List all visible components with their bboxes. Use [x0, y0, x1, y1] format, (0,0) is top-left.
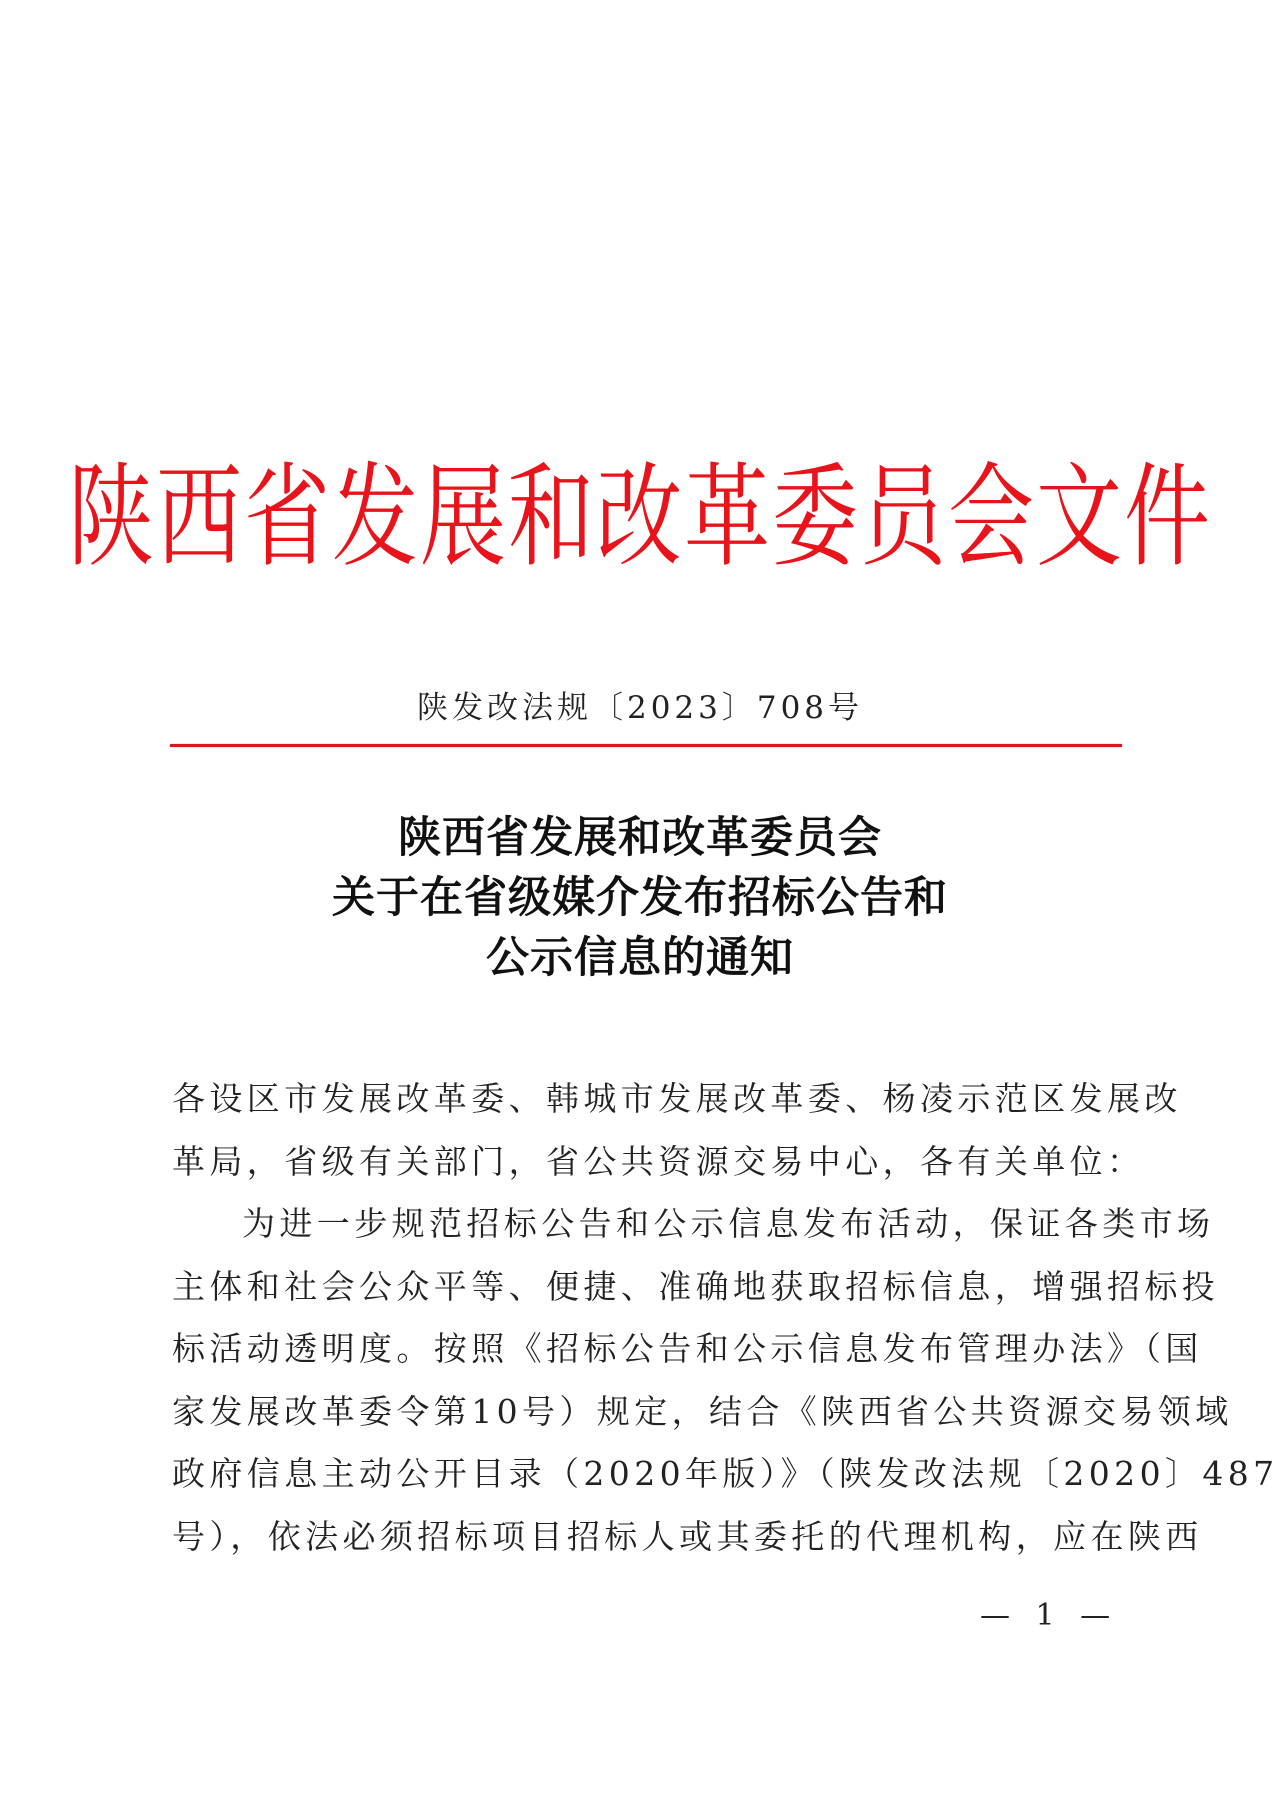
masthead-title: 陕西省发展和改革委员会文件	[68, 453, 1212, 583]
document-number: 陕发改法规〔2023〕708号	[416, 690, 864, 726]
title-line-1: 陕西省发展和改革委员会	[398, 813, 882, 863]
body-line-6: 号），依法必须招标项目招标人或其委托的代理机构，应在陕西	[172, 1516, 1203, 1556]
notice-body	[172, 1068, 1279, 1568]
title-line-2: 关于在省级媒介发布招标公告和	[332, 873, 948, 923]
addressee-line-2: 革局，省级有关部门，省公共资源交易中心，各有关单位：	[172, 1141, 1145, 1181]
body-line-5: 政府信息主动公开目录（2020年版）》（陕发改法规〔2020〕487	[172, 1454, 1279, 1493]
notice-title	[0, 808, 1280, 988]
title-line-3: 公示信息的通知	[486, 933, 794, 983]
body-line-1: 为进一步规范招标公告和公示信息发布活动，保证各类市场	[242, 1204, 1215, 1243]
body-line-3: 标活动透明度。按照《招标公告和公示信息发布管理办法》（国	[172, 1329, 1203, 1368]
body-line-4: 家发展改革委令第10号）规定，结合《陕西省公共资源交易领域	[172, 1391, 1233, 1431]
red-divider-line	[170, 744, 1122, 747]
body-line-2: 主体和社会公众平等、便捷、准确地获取招标信息，增强招标投	[172, 1266, 1220, 1306]
page-number: — 1 —	[980, 1598, 1119, 1633]
addressee-line-1: 各设区市发展改革委、韩城市发展改革委、杨凌示范区发展改	[172, 1079, 1182, 1118]
